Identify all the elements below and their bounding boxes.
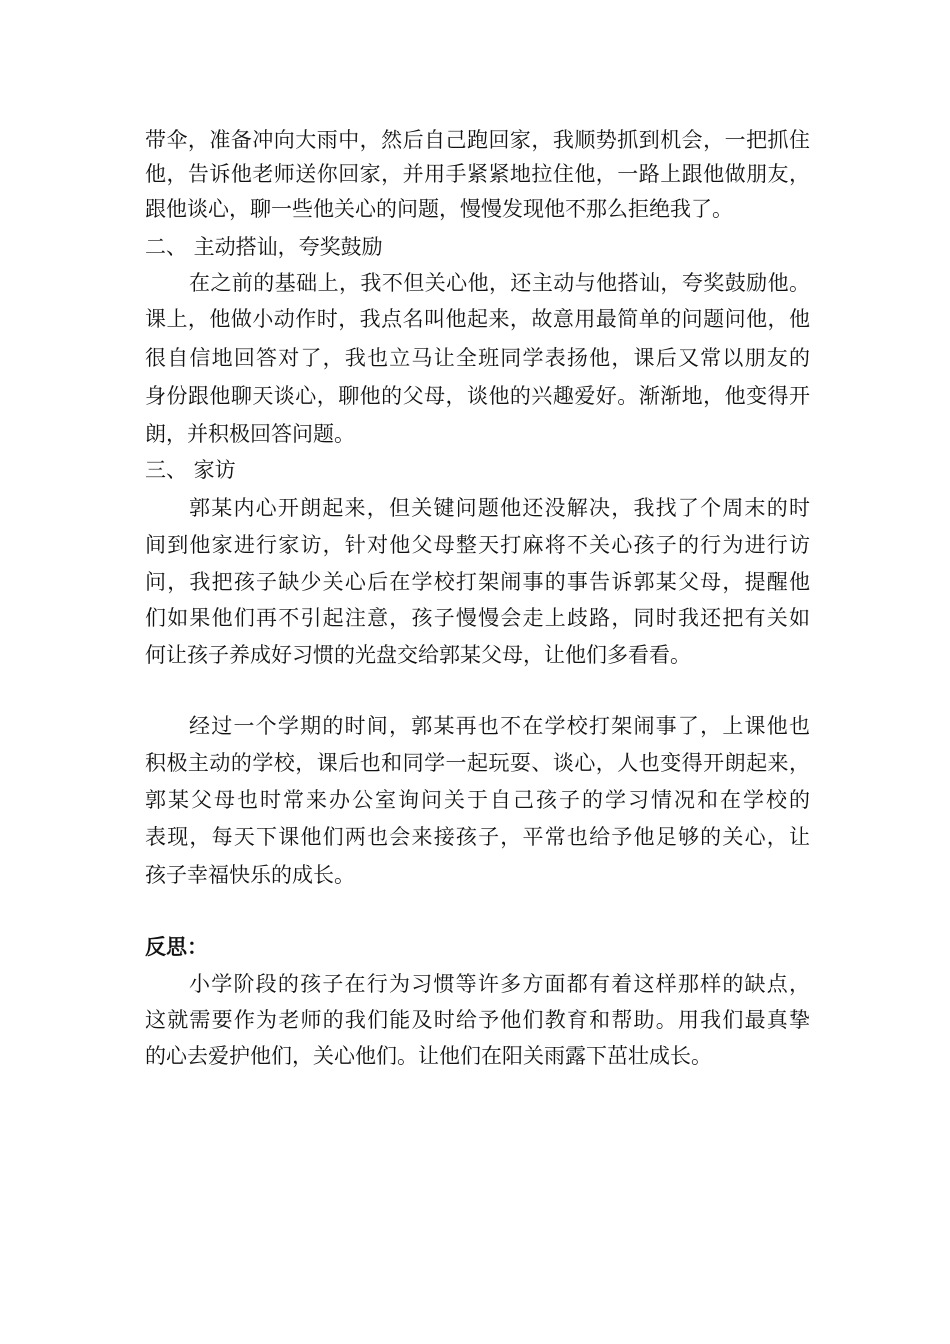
- text-line: 问，我把孩子缺少关心后在学校打架闹事的事告诉郭某父母，提醒他: [145, 570, 810, 594]
- text-line: 他，告诉他老师送你回家，并用手紧紧地拉住他，一路上跟他做朋友，: [145, 162, 810, 186]
- text-line: 间到他家进行家访，针对他父母整天打麻将不关心孩子的行为进行访: [145, 533, 810, 557]
- text-line: 们如果他们再不引起注意，孩子慢慢会走上歧路，同时我还把有关如: [145, 606, 810, 630]
- text-line: 经过一个学期的时间，郭某再也不在学校打架闹事了，上课他也: [189, 714, 810, 738]
- text-line: 在之前的基础上，我不但关心他，还主动与他搭讪，夸奖鼓励他。: [189, 271, 810, 295]
- text-line: 的心去爱护他们，关心他们。让他们在阳关雨露下茁壮成长。: [145, 1044, 712, 1068]
- text-line: 带伞，准备冲向大雨中，然后自己跑回家，我顺势抓到机会，一把抓住: [145, 128, 810, 152]
- text-line: 表现，每天下课他们两也会来接孩子，平常也给予他足够的关心，让: [145, 825, 810, 849]
- text-line: 孩子幸福快乐的成长。: [145, 863, 355, 887]
- section-heading: 三、 家访: [145, 458, 236, 482]
- text-line: 很自信地回答对了，我也立马让全班同学表扬他，课后又常以朋友的: [145, 346, 810, 370]
- text-line: 积极主动的学校，课后也和同学一起玩耍、谈心，人也变得开朗起来，: [145, 751, 810, 775]
- text-line: 郭某内心开朗起来，但关键问题他还没解决，我找了个周末的时: [189, 496, 810, 520]
- text-line: 课上，他做小动作时，我点名叫他起来，故意用最简单的问题问他，他: [145, 307, 810, 331]
- text-line: 何让孩子养成好习惯的光盘交给郭某父母，让他们多看看。: [145, 643, 691, 667]
- text-line: 这就需要作为老师的我们能及时给予他们教育和帮助。用我们最真挚: [145, 1008, 810, 1032]
- text-line: 小学阶段的孩子在行为习惯等许多方面都有着这样那样的缺点，: [189, 972, 810, 996]
- reflection-heading: 反思：: [145, 934, 208, 959]
- text-line: 郭某父母也时常来办公室询问关于自己孩子的学习情况和在学校的: [145, 788, 810, 812]
- text-line: 身份跟他聊天谈心，聊他的父母，谈他的兴趣爱好。渐渐地，他变得开: [145, 384, 810, 408]
- text-line: 朗，并积极回答问题。: [145, 422, 355, 446]
- text-line: 跟他谈心，聊一些他关心的问题，慢慢发现他不那么拒绝我了。: [145, 197, 733, 221]
- section-heading: 二、 主动搭讪，夸奖鼓励: [145, 235, 383, 259]
